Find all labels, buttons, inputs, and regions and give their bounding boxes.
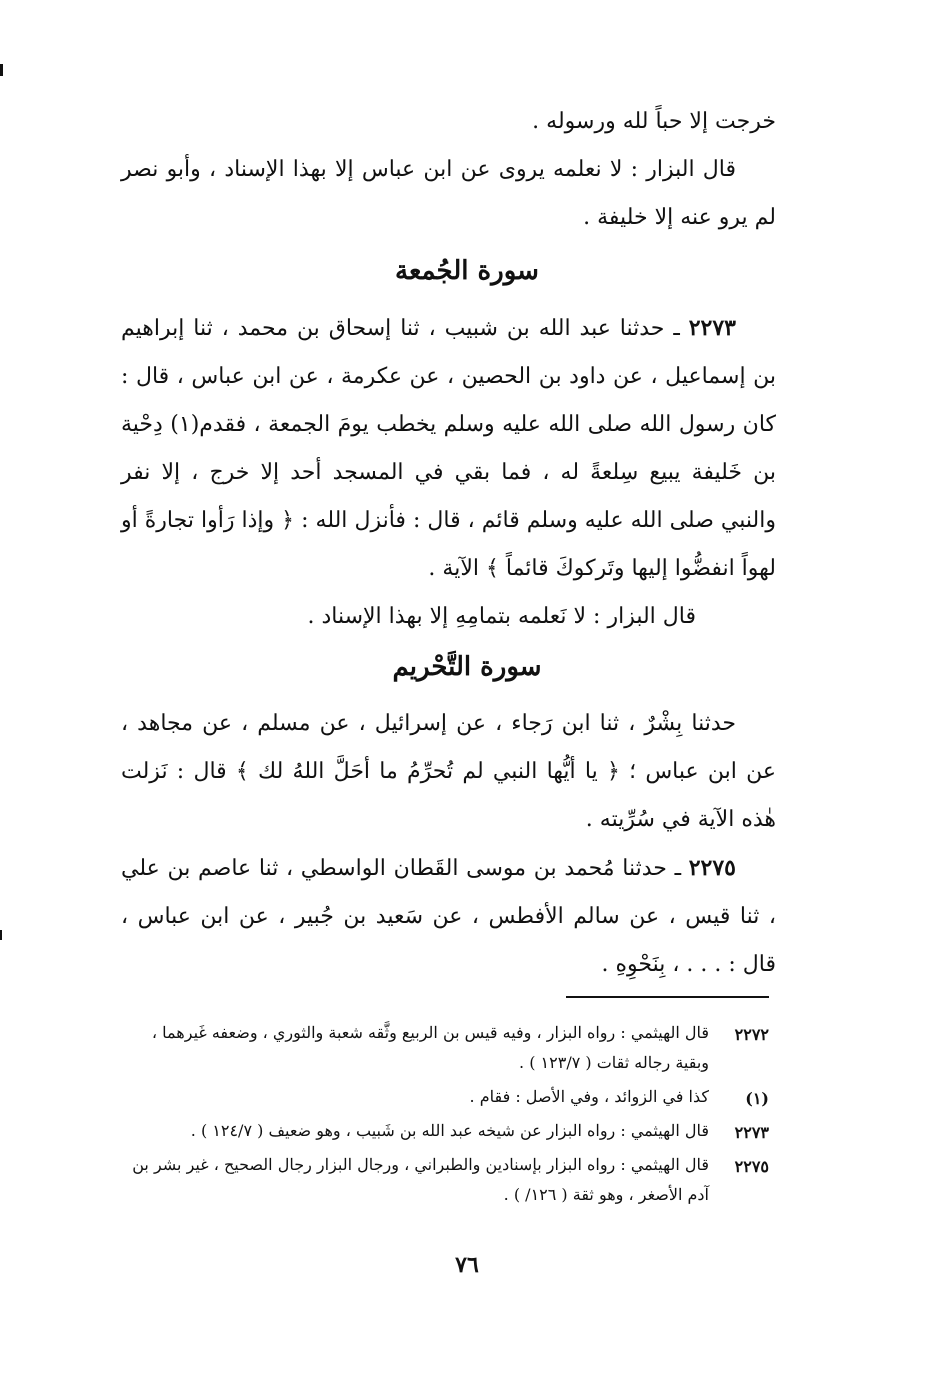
scan-edge-mark-bottom: [0, 930, 2, 940]
footnote-number: ٢٢٧٣: [734, 1123, 769, 1142]
footnotes: [114, 1018, 769, 1210]
surah-heading-tahrim: سورة التَّحْريم: [392, 652, 542, 682]
text-block-middle: [121, 304, 776, 641]
footnote-text: كذا في الزوائد ، وفي الأصل : فقام .: [469, 1087, 709, 1106]
hadith-number: ٢٢٧٣: [688, 315, 736, 341]
hadith-tahrim: حدثنا بِشْرٌ ، ثنا ابن رَجاء ، عن إسرائيل ، عن مسلم ، عن مجاهد ، عن ابن عباس ؛ ﴿ يا أيُّها النبي لم تُحرِّمُ ما أحَلَّ اللهُ لك ﴾ قال : نَزلت هٰذه الآية في سُرِّيته .: [121, 711, 776, 832]
footnote-number: ٢٢٧٥: [734, 1157, 769, 1176]
paragraph-bazzar-note: قال البزار : لا نعلمه يروى عن ابن عباس إلا بهذا الإسناد ، وأبو نصر لم يرو عنه إلا خليفة .: [121, 157, 776, 230]
hadith-2275: [121, 844, 776, 989]
surah-heading-jumuah: سورة الجُمعة: [395, 256, 539, 286]
footnote-item: [114, 1018, 769, 1078]
hadith-text: ـ حدثنا عبد الله بن شبيب ، ثنا إسحاق بن محمد ، ثنا إبراهيم بن إسماعيل ، عن داود بن الحصين ، عن عكرمة ، عن ابن عباس ، قال : كان رسول الله صلى الله عليه وسلم يخطب يومَ الجمعة ، فقدم(١) دِحْية بن خَليفة يبيع سِلعةً له ، فما بقي في المسجد أحد إلا خرج ، إلا نفر والنبي صلى الله عليه وسلم قائم ، قال : فأنزل الله : ﴿ وإذا رَأوا تجارةً أو لهواً انفضُّوا إليها وتَركوكَ قائماً ﴾ الآية .: [121, 316, 777, 581]
footnote-text: قال الهيثمي : رواه البزار بإسنادين والطبراني ، ورجال البزار رجال الصحيح ، غير بشر بن آدم الأصغر ، وهو ثقة ( ١٢٦/ ) .: [132, 1155, 709, 1204]
footnote-separator: [566, 996, 769, 998]
footnote-item: [114, 1082, 769, 1116]
hadith-text: ـ حدثنا مُحمد بن موسى القَطان الواسطي ، ثنا عاصم بن علي ، ثنا قيس ، عن سالم الأفطس ، عن سَعيد بن جُبير ، عن ابن عباس ، قال : . . . ، بِنَحْوِهِ .: [121, 856, 776, 977]
footnote-text: قال الهيثمي : رواه البزار ، وفيه قيس بن الربيع وثَّقه شعبة والثوري ، وضعفه غَيرهما ، وبقية رجاله ثقات ( ١٢٣/٧ ) .: [151, 1023, 709, 1072]
paragraph-continuation: خرجت إلا حباً لله ورسوله .: [532, 109, 776, 134]
text-block-top: [121, 98, 776, 242]
text-block-lower: [121, 700, 776, 989]
footnote-number: ٢٢٧٢: [734, 1025, 769, 1044]
footnote-item: [114, 1116, 769, 1150]
paragraph-bazzar-note-2: قال البزار : لا نَعلمه بتمامِهِ إلا بهذا الإسناد .: [307, 604, 696, 629]
scan-edge-mark-top: [0, 64, 3, 76]
hadith-2273: [121, 304, 776, 593]
footnote-item: [114, 1150, 769, 1210]
hadith-number: ٢٢٧٥: [688, 855, 736, 881]
footnote-number: (١): [745, 1089, 769, 1108]
page-number: ٧٦: [455, 1252, 479, 1278]
footnote-text: قال الهيثمي : رواه البزار عن شيخه عبد الله بن شَبيب ، وهو ضعيف ( ١٢٤/٧ ) .: [190, 1121, 709, 1140]
